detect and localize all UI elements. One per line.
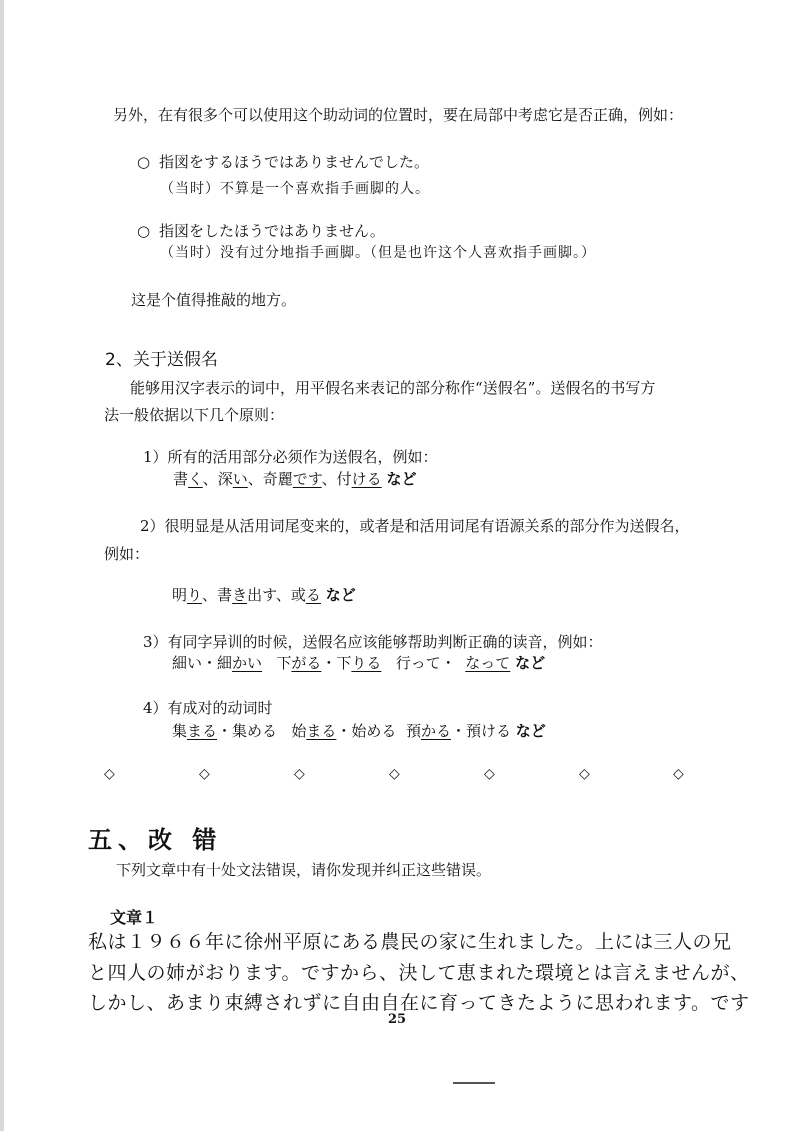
rule-2-label-cont: 例如：: [104, 545, 150, 563]
circle-mark: ○: [137, 153, 151, 171]
rule-3-words: 細い・細かい 下がる・下りる 行って・ なって など: [172, 654, 546, 672]
page-number: 25: [388, 1012, 407, 1027]
divider-diamond: ◇: [389, 766, 400, 782]
divider-diamond: ◇: [294, 766, 305, 782]
section-2-para-2: 法一般依据以下几个原则：: [104, 406, 285, 424]
section-2-para-1: 能够用汉字表示的词中，用平假名来表记的部分称作“送假名”。送假名的书写方: [130, 379, 656, 397]
rule-4-words: 集まる・集める 始まる・始める 預かる・預ける など: [172, 722, 546, 740]
circle-mark: ○: [137, 222, 151, 240]
example-2-zh: （当时）没有过分地指手画脚。（但是也许这个人喜欢指手画脚。）: [160, 245, 596, 261]
example-2-jp-text: 指図をしたほうではありません。: [159, 222, 385, 240]
divider-diamond: ◇: [579, 766, 590, 782]
divider-diamond: ◇: [104, 766, 115, 782]
rule-1-words: 書く、深い、奇麗です、付ける など: [173, 470, 417, 488]
divider-diamond: ◇: [673, 766, 684, 782]
passage-line-2: と四人の姉がおります。ですから、決して恵まれた環境とは言えませんが、: [88, 962, 750, 984]
rule-2-words: 明り、書き出す、或る など: [172, 586, 356, 604]
example-1-zh: （当时）不算是一个喜欢指手画脚的人。: [160, 181, 430, 197]
divider-diamond: ◇: [199, 766, 210, 782]
scan-artifact: [453, 1082, 495, 1084]
section-5-title: 五、改 错: [88, 826, 223, 854]
section-5-instruction: 下列文章中有十处文法错误，请你发现并纠正这些错误。: [116, 861, 492, 879]
example-1-jp: [137, 151, 429, 172]
example-2-jp: [137, 220, 385, 241]
rule-4-label: 4）有成对的动词时: [143, 699, 273, 717]
intro-line: 另外，在有很多个可以使用这个助动词的位置时，要在局部中考虑它是否正确，例如：: [113, 106, 684, 124]
rule-3-label: 3）有同字异训的时候，送假名应该能够帮助判断正确的读音，例如：: [143, 633, 603, 651]
passage-line-1: 私は１９６６年に徐州平原にある農民の家に生れました。上には三人の兄: [88, 931, 732, 953]
divider-diamond: ◇: [484, 766, 495, 782]
rule-1-label: 1）所有的活用部分必须作为送假名，例如：: [143, 448, 438, 466]
passage-title: 文章１: [110, 908, 159, 927]
rule-2-label: 2）很明显是从活用词尾变来的，或者是和活用词尾有语源关系的部分作为送假名，: [140, 517, 690, 535]
remark: 这是个值得推敲的地方。: [131, 291, 297, 309]
passage-line-3: しかし、あまり束縛されずに自由自在に育ってきたように思われます。です: [88, 992, 750, 1014]
scan-edge: [0, 0, 4, 1131]
section-2-title: 2、关于送假名: [105, 350, 218, 370]
example-1-jp-text: 指図をするほうではありませんでした。: [159, 153, 430, 171]
